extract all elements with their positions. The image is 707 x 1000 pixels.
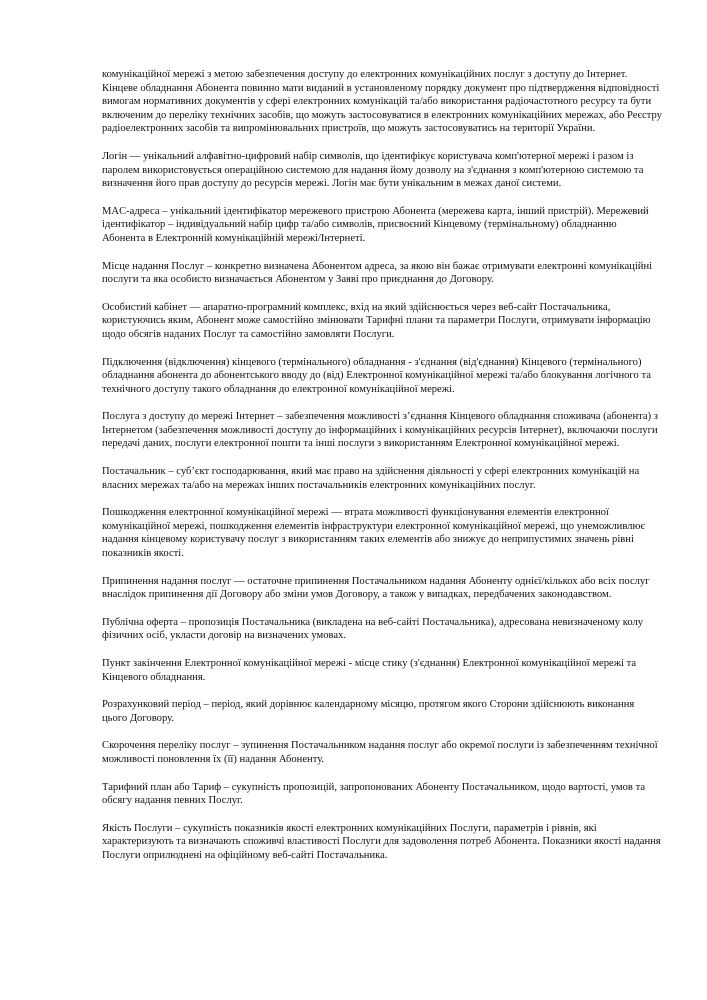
paragraph-mac-address: MAC-адреса – унікальний ідентифікатор мережевого пристрою Абонента (мережева карта, інший пристрій). Мережевий ідентифікатор – індивідуальний набір цифр та/або символів, присвоєний Кінцевому (термінальному) обладнанню Абонента в Електронній комунікаційній мережі/Інтернеті. [102,205,649,244]
paragraph-personal-cabinet: Особистий кабінет — апаратно-програмний комплекс, вхід на який здійснюється через веб-сайт Постачальника, користуючись яким, Абонент може самостійно змінювати Тарифні плани та параметри Послуги, отримувати інформацію щодо обсягів наданих Послуг та самостійно замовляти Послуги. [102,301,651,340]
paragraph-terminal-equipment: комунікаційної мережі з метою забезпечення доступу до електронних комунікаційних послуг з доступу до Інтернет. Кінцеве обладнання Абонента повинно мати виданий в установленому порядку документ про підтвердження відповідності вимогам нормативних документів у сфері електронних комунікацій та/або використання радіочастотного ресурсу та бути включеним до переліку технічних засобів, що можуть застосовуватися в електронних комунікаційних мережах, або Реєстру радіоелектронних засобів та випромінювальних пристроїв, що можуть застосовуватись на території України. [102,69,662,135]
paragraph-internet-service: Послуга з доступу до мережі Інтернет – забезпечення можливості з’єднання Кінцевого обладнання споживача (абонента) з Інтернетом (забезпечення можливості доступу до інформаційних і комунікаційних ресурсів Інтернет), включаючи послуги передачі даних, послуги електронної пошти та інші послуги з використанням Електронної комунікаційної мережі. [102,411,658,450]
paragraph-network-endpoint: Пункт закінчення Електронної комунікаційної мережі - місце стику (з'єднання) Електронної комунікаційної мережі та Кінцевого обладнання. [102,658,637,683]
paragraph-service-termination: Припинення надання послуг — остаточне припинення Постачальником надання Абоненту однієї/кількох або всіх послуг внаслідок припинення дії Договору або зміни умов Договору, а також у випадках, передбачених законодавством. [102,575,650,601]
paragraph-public-offer: Публічна оферта – пропозиція Постачальника (викладена на веб-сайті Постачальника), адресована невизначеному колу фізичних осіб, укласти договір на визначених умовах. [102,616,644,642]
paragraph-tariff-plan: Тарифний план або Тариф – сукупність пропозицій, запропонованих Абоненту Постачальником, щодо вартості, умов та обсягу надання певних Послуг. [102,781,646,807]
paragraph-connection: Підключення (відключення) кінцевого (термінального) обладнання - з'єднання (від'єднання) Кінцевого (термінального) обладнання абонента до абонентського вводу до (від) Електронної комунікаційної мережі та/або блокування логічного та технічного доступу такого обладнання до електронної комунікаційної мережі. [102,356,651,395]
paragraph-provider: Постачальник – суб’єкт господарювання, який має право на здійснення діяльності у сфері електронних комунікацій на власних мережах та/або на мережах інших постачальників електронних комунікаційних послуг. [102,466,640,491]
paragraph-service-quality: Якість Послуги – сукупність показників якості електронних комунікаційних Послуги, параметрів і рівнів, які характеризують та визначають споживчі властивості Послуги для задоволення потреб Абонента. Показники якості надання Послуги оприлюднені на офіційному веб-сайті Постачальника. [102,822,661,861]
paragraph-service-reduction: Скорочення переліку послуг – зупинення Постачальником надання послуг або окремої послуги із забезпеченням технічної можливості поновлення їх (її) надання Абоненту. [102,740,658,765]
paragraph-login: Логін — унікальний алфавітно-цифровий набір символів, що ідентифікує користувача комп'ютерної мережі і разом із паролем використовується операційною системою для надання йому дозволу на з'єднання з комп'ютерною системою та визначення його прав доступу до ресурсів мережі. Логін має бути унікальним в межах даної системи. [102,150,644,190]
paragraph-service-location: Місце надання Послуг – конкретно визначена Абонентом адреса, за якою він бажає отримувати електронні комунікаційні послуги та яка особисто визначається Абонентом у Заяві про приєднання до Договору. [102,260,653,286]
paragraph-network-damage: Пошкодження електронної комунікаційної мережі — втрата можливості функціонування елементів електронної комунікаційної мережі, пошкодження елементів інфраструктури електронної комунікаційної мережі, що унеможливлює надання кінцевому користувачу послуг з використанням таких елементів або знижує до неприпустимих значень рівні показників якості. [102,507,645,560]
document-page [102,68,662,877]
paragraph-billing-period: Розрахунковий період – період, який дорівнює календарному місяцю, протягом якого Сторони здійснюють виконання цього Договору. [102,699,635,724]
